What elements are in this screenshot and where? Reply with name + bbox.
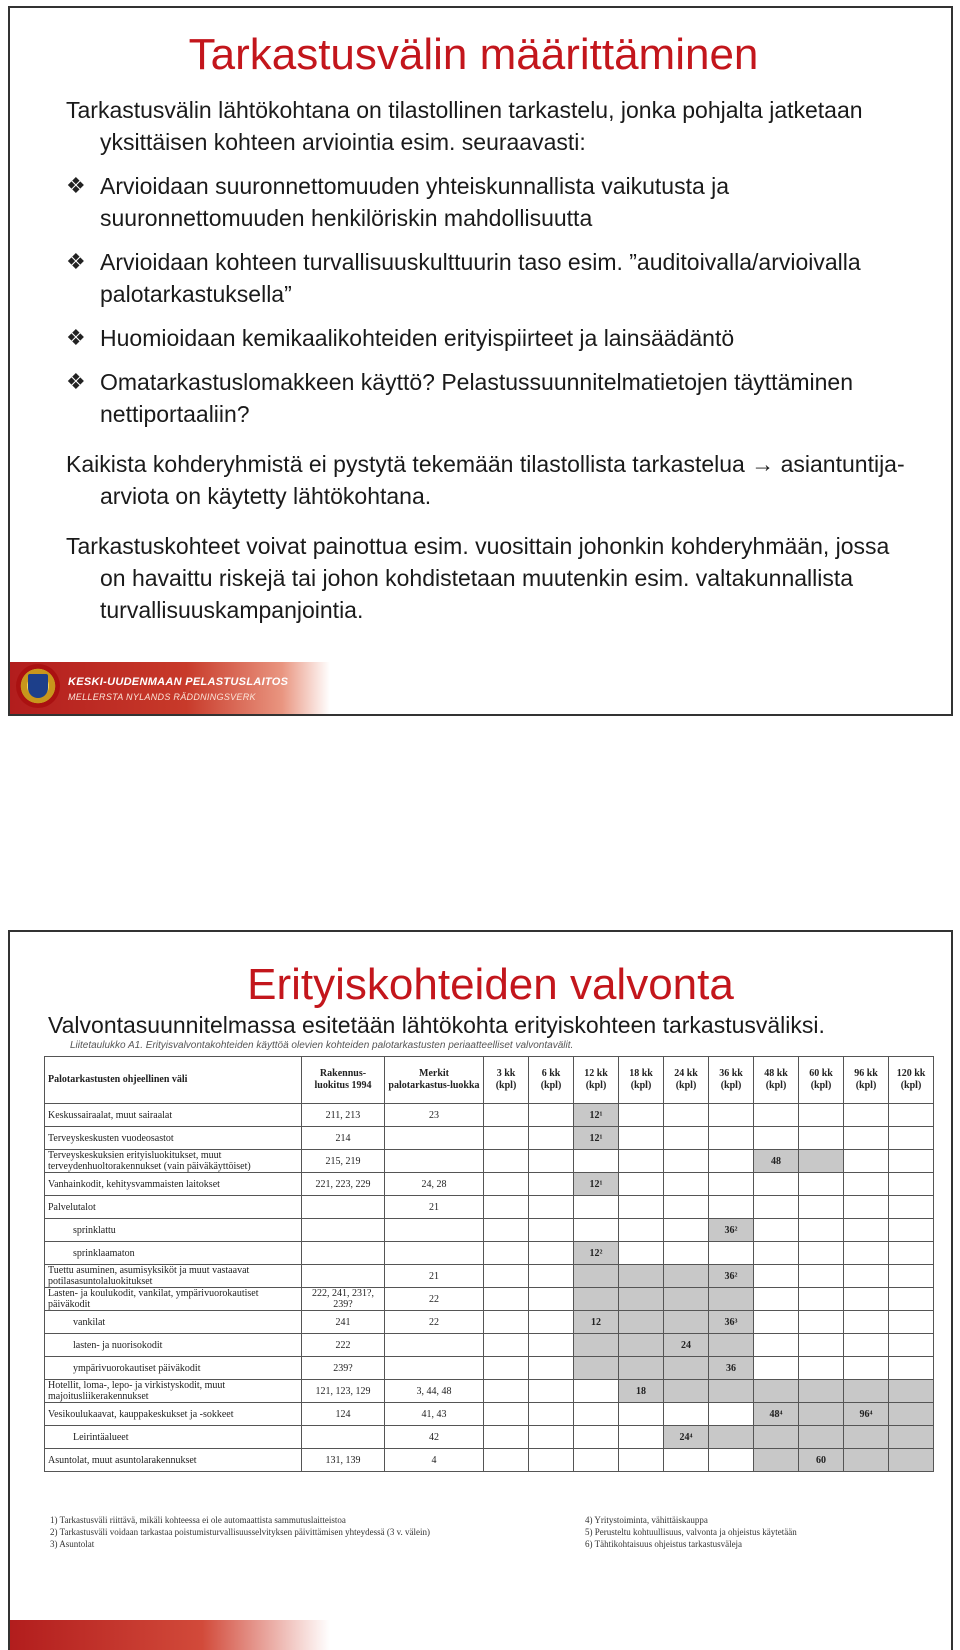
interval-cell [844, 1150, 889, 1173]
interval-cell [484, 1357, 529, 1380]
interval-cell [709, 1173, 754, 1196]
column-header: 36 kk (kpl) [709, 1057, 754, 1104]
interval-cell [619, 1127, 664, 1150]
row-label: Terveyskeskuksien erityisluokitukset, muut terveydenhuoltorakennukset (vain päiväkäyttöiset) [45, 1150, 302, 1173]
interval-cell [889, 1173, 934, 1196]
interval-cell [664, 1288, 709, 1311]
interval-cell [619, 1104, 664, 1127]
interval-cell [799, 1357, 844, 1380]
arrow-right-icon: → [751, 451, 775, 477]
building-code: 222, 241, 231?, 239? [302, 1288, 385, 1311]
interval-cell [619, 1357, 664, 1380]
interval-cell [799, 1150, 844, 1173]
building-code: 215, 219 [302, 1150, 385, 1173]
inspection-interval-table [44, 1056, 934, 1472]
table-row [45, 1242, 934, 1265]
bullet-text: Omatarkastuslomakkeen käyttö? Pelastussuunnitelmatietojen täyttäminen nettiportaaliin? [100, 369, 854, 427]
interval-cell [664, 1311, 709, 1334]
interval-cell [709, 1150, 754, 1173]
interval-cell [844, 1127, 889, 1150]
bullet-text: Huomioidaan kemikaalikohteiden erityispiirteet ja lainsäädäntö [100, 325, 735, 351]
interval-cell [619, 1426, 664, 1449]
interval-cell [754, 1334, 799, 1357]
org-name-swedish: MELLERSTA NYLANDS RÄDDNINGSVERK [68, 692, 256, 702]
table-row [45, 1449, 934, 1472]
table-row [45, 1219, 934, 1242]
interval-cell [574, 1380, 619, 1403]
interval-cell [709, 1288, 754, 1311]
interval-cell [619, 1173, 664, 1196]
row-label: ympärivuorokautiset päiväkodit [45, 1357, 302, 1380]
inspection-class [385, 1127, 484, 1150]
interval-cell [529, 1426, 574, 1449]
building-code: 214 [302, 1127, 385, 1150]
interval-cell: 48 [754, 1150, 799, 1173]
interval-cell [619, 1334, 664, 1357]
intro-paragraph: Tarkastusvälin lähtökohtana on tilastollinen tarkastelu, jonka pohjalta jatketaan yksittäisen kohteen arviointia esim. seuraavasti: [66, 97, 863, 155]
interval-cell [529, 1104, 574, 1127]
interval-cell [529, 1288, 574, 1311]
inspection-class: 23 [385, 1104, 484, 1127]
interval-cell [889, 1196, 934, 1219]
column-header: 24 kk (kpl) [664, 1057, 709, 1104]
inspection-class: 42 [385, 1426, 484, 1449]
interval-cell [574, 1196, 619, 1219]
interval-cell [484, 1426, 529, 1449]
table-row [45, 1357, 934, 1380]
footnote: 1) Tarkastusväli riittävä, mikäli kohteessa ei ole automaattista sammutuslaitteistoa [50, 1515, 346, 1525]
row-label: Palvelutalot [45, 1196, 302, 1219]
interval-cell [484, 1311, 529, 1334]
row-label: sprinklattu [45, 1219, 302, 1242]
building-code [302, 1426, 385, 1449]
interval-cell [889, 1150, 934, 1173]
inspection-class [385, 1150, 484, 1173]
interval-cell [844, 1357, 889, 1380]
interval-cell [889, 1426, 934, 1449]
interval-cell [529, 1334, 574, 1357]
building-code: 121, 123, 129 [302, 1380, 385, 1403]
column-header: 48 kk (kpl) [754, 1057, 799, 1104]
table-row [45, 1196, 934, 1219]
table-row [45, 1127, 934, 1150]
interval-cell [889, 1127, 934, 1150]
table-row [45, 1334, 934, 1357]
building-code [302, 1265, 385, 1288]
interval-cell [754, 1219, 799, 1242]
inspection-class: 24, 28 [385, 1173, 484, 1196]
table-row [45, 1173, 934, 1196]
interval-cell [889, 1380, 934, 1403]
interval-cell [889, 1334, 934, 1357]
interval-cell [574, 1219, 619, 1242]
interval-cell [529, 1403, 574, 1426]
interval-cell [484, 1449, 529, 1472]
footer-band [10, 1620, 330, 1650]
column-header: 3 kk (kpl) [484, 1057, 529, 1104]
interval-cell: 36³ [709, 1311, 754, 1334]
interval-cell [529, 1449, 574, 1472]
bullet-text: Arvioidaan suuronnettomuuden yhteiskunnallista vaikutusta ja suuronnettomuuden henkilöriskin mahdollisuutta [100, 173, 730, 231]
bullet-item [66, 246, 921, 310]
paragraph-focus: Tarkastuskohteet voivat painottua esim. vuosittain johonkin kohderyhmään, jossa on havaittu riskejä tai johon kohdistetaan muutenkin esim. valtakunnallista turvallisuuskampanjointia. [66, 533, 890, 623]
interval-cell: 36 [709, 1357, 754, 1380]
interval-cell [619, 1449, 664, 1472]
interval-cell: 12 [574, 1311, 619, 1334]
inspection-class: 22 [385, 1288, 484, 1311]
row-label: Vanhainkodit, kehitysvammaisten laitokset [45, 1173, 302, 1196]
table-caption: Liitetaulukko A1. Erityisvalvontakohteiden käyttöä olevien kohteiden palotarkastusten periaatteelliset valvontavälit. [70, 1040, 574, 1051]
interval-cell: 12¹ [574, 1173, 619, 1196]
interval-cell [529, 1219, 574, 1242]
interval-cell [754, 1127, 799, 1150]
interval-cell [889, 1449, 934, 1472]
interval-cell [529, 1380, 574, 1403]
interval-cell [844, 1288, 889, 1311]
interval-cell [709, 1196, 754, 1219]
slide-tarkastusvali [8, 6, 953, 716]
interval-cell [529, 1242, 574, 1265]
interval-cell [889, 1265, 934, 1288]
interval-cell [529, 1127, 574, 1150]
interval-cell [844, 1449, 889, 1472]
bullet-text: Arvioidaan kohteen turvallisuuskulttuurin taso esim. ”auditoivalla/arvioivalla palotarkastuksella” [100, 249, 861, 307]
interval-cell [664, 1173, 709, 1196]
interval-cell [574, 1357, 619, 1380]
interval-cell [799, 1104, 844, 1127]
building-code: 222 [302, 1334, 385, 1357]
interval-cell: 60 [799, 1449, 844, 1472]
interval-cell [484, 1104, 529, 1127]
interval-cell [754, 1357, 799, 1380]
diamond-bullet-icon: ❖ [66, 325, 86, 350]
building-code [302, 1196, 385, 1219]
interval-cell: 48⁴ [754, 1403, 799, 1426]
row-label: sprinklaamaton [45, 1242, 302, 1265]
interval-cell [844, 1219, 889, 1242]
interval-cell [799, 1219, 844, 1242]
interval-cell [664, 1449, 709, 1472]
column-header: Merkit palotarkastus-luokka [385, 1057, 484, 1104]
interval-cell [799, 1127, 844, 1150]
interval-cell: 24⁴ [664, 1426, 709, 1449]
table-row [45, 1265, 934, 1288]
emblem-icon [16, 664, 60, 708]
interval-cell [484, 1219, 529, 1242]
interval-cell [844, 1380, 889, 1403]
interval-cell [844, 1196, 889, 1219]
interval-cell [754, 1242, 799, 1265]
row-label: Lasten- ja koulukodit, vankilat, ympärivuorokautiset päiväkodit [45, 1288, 302, 1311]
interval-cell [799, 1380, 844, 1403]
interval-cell [574, 1426, 619, 1449]
interval-cell [484, 1127, 529, 1150]
interval-cell [574, 1403, 619, 1426]
row-label: lasten- ja nuorisokodit [45, 1334, 302, 1357]
interval-cell [574, 1288, 619, 1311]
interval-cell [484, 1380, 529, 1403]
interval-cell [664, 1357, 709, 1380]
diamond-bullet-icon: ❖ [66, 369, 86, 394]
interval-cell [529, 1150, 574, 1173]
slide-title: Erityiskohteiden valvonta [247, 960, 734, 1009]
interval-cell [574, 1150, 619, 1173]
building-code: 221, 223, 229 [302, 1173, 385, 1196]
interval-cell [799, 1265, 844, 1288]
table-row [45, 1104, 934, 1127]
interval-cell: 36² [709, 1219, 754, 1242]
interval-cell: 96⁴ [844, 1403, 889, 1426]
column-header: 12 kk (kpl) [574, 1057, 619, 1104]
interval-cell [844, 1334, 889, 1357]
footnotes-left [50, 1514, 430, 1550]
interval-cell [799, 1334, 844, 1357]
org-name: KESKI-UUDENMAAN PELASTUSLAITOS [68, 676, 289, 688]
interval-cell [709, 1104, 754, 1127]
interval-cell [709, 1403, 754, 1426]
interval-cell [754, 1104, 799, 1127]
interval-cell [664, 1127, 709, 1150]
interval-cell [664, 1150, 709, 1173]
interval-cell [484, 1150, 529, 1173]
bullet-item [66, 366, 921, 430]
interval-cell [889, 1357, 934, 1380]
paragraph-expert: Kaikista kohderyhmistä ei pystytä tekemään tilastollista tarkastelua → asiantuntija-arviota on käytetty lähtökohtana. [66, 451, 905, 509]
interval-cell [844, 1311, 889, 1334]
interval-cell [664, 1265, 709, 1288]
interval-cell [754, 1265, 799, 1288]
inspection-class: 22 [385, 1311, 484, 1334]
footnote: 2) Tarkastusväli voidaan tarkastaa poistumisturvallisuusselvityksen päivittämisen yhteydessä (3 v. välein) [50, 1527, 431, 1537]
interval-cell [574, 1334, 619, 1357]
interval-cell [664, 1380, 709, 1403]
interval-cell [799, 1288, 844, 1311]
interval-cell [664, 1104, 709, 1127]
interval-cell [799, 1403, 844, 1426]
interval-cell: 12² [574, 1242, 619, 1265]
row-label: Tuettu asuminen, asumisyksiköt ja muut vastaavat potilasasuntolaluokitukset [45, 1265, 302, 1288]
building-code: 211, 213 [302, 1104, 385, 1127]
interval-cell: 12¹ [574, 1104, 619, 1127]
row-label: vankilat [45, 1311, 302, 1334]
interval-cell [889, 1311, 934, 1334]
row-label: Terveyskeskusten vuodeosastot [45, 1127, 302, 1150]
interval-cell [844, 1426, 889, 1449]
interval-cell: 18 [619, 1380, 664, 1403]
interval-cell [484, 1265, 529, 1288]
interval-cell [664, 1403, 709, 1426]
interval-cell [889, 1104, 934, 1127]
interval-cell [709, 1242, 754, 1265]
interval-cell [484, 1173, 529, 1196]
footnotes-right [585, 1514, 797, 1550]
interval-cell [484, 1334, 529, 1357]
footnote: 4) Yritystoiminta, vähittäiskauppa [585, 1515, 708, 1525]
bullet-item [66, 322, 921, 354]
inspection-class [385, 1357, 484, 1380]
interval-cell [799, 1196, 844, 1219]
interval-cell [619, 1219, 664, 1242]
interval-cell [529, 1196, 574, 1219]
interval-cell [619, 1288, 664, 1311]
interval-cell [529, 1357, 574, 1380]
interval-cell [484, 1196, 529, 1219]
building-code: 239? [302, 1357, 385, 1380]
inspection-class: 4 [385, 1449, 484, 1472]
interval-cell [709, 1334, 754, 1357]
footnote: 5) Perusteltu kohtuullisuus, valvonta ja ohjeistus käytetään [585, 1527, 797, 1537]
diamond-bullet-icon: ❖ [66, 249, 86, 274]
interval-cell [619, 1403, 664, 1426]
inspection-class: 3, 44, 48 [385, 1380, 484, 1403]
interval-cell [889, 1288, 934, 1311]
inspection-class [385, 1334, 484, 1357]
building-code: 241 [302, 1311, 385, 1334]
column-header: Palotarkastusten ohjeellinen väli [45, 1057, 302, 1104]
interval-cell [754, 1426, 799, 1449]
building-code: 124 [302, 1403, 385, 1426]
footnote: 6) Tähtikohtaisuus ohjeistus tarkastusväleja [585, 1539, 743, 1549]
interval-cell [889, 1242, 934, 1265]
interval-cell [799, 1242, 844, 1265]
building-code: 131, 139 [302, 1449, 385, 1472]
interval-cell [619, 1196, 664, 1219]
interval-cell: 12¹ [574, 1127, 619, 1150]
interval-cell [799, 1173, 844, 1196]
slide-erityiskohteet [8, 930, 953, 1650]
interval-cell [664, 1196, 709, 1219]
inspection-class [385, 1219, 484, 1242]
footer-band [10, 662, 330, 714]
inspection-class: 21 [385, 1196, 484, 1219]
row-label: Vesikoulukaavat, kauppakeskukset ja -sokkeet [45, 1403, 302, 1426]
column-header: 6 kk (kpl) [529, 1057, 574, 1104]
interval-cell [664, 1242, 709, 1265]
row-label: Hotellit, loma-, lepo- ja virkistyskodit, muut majoitusliikerakennukset [45, 1380, 302, 1403]
slide-body [66, 94, 921, 626]
interval-cell [529, 1265, 574, 1288]
inspection-class: 41, 43 [385, 1403, 484, 1426]
interval-cell [709, 1449, 754, 1472]
interval-cell [619, 1242, 664, 1265]
interval-cell [754, 1449, 799, 1472]
interval-cell [754, 1288, 799, 1311]
interval-cell [619, 1311, 664, 1334]
interval-cell [844, 1104, 889, 1127]
table-row [45, 1311, 934, 1334]
table-row [45, 1288, 934, 1311]
table-row [45, 1403, 934, 1426]
interval-cell [754, 1380, 799, 1403]
interval-cell [664, 1219, 709, 1242]
interval-cell [754, 1311, 799, 1334]
interval-cell [529, 1311, 574, 1334]
interval-cell [889, 1403, 934, 1426]
interval-cell [844, 1173, 889, 1196]
interval-cell [709, 1380, 754, 1403]
interval-cell [754, 1173, 799, 1196]
interval-cell [844, 1242, 889, 1265]
building-code [302, 1219, 385, 1242]
row-label: Asuntolat, muut asuntolarakennukset [45, 1449, 302, 1472]
interval-cell [844, 1265, 889, 1288]
column-header: 96 kk (kpl) [844, 1057, 889, 1104]
interval-cell [574, 1265, 619, 1288]
interval-cell [889, 1219, 934, 1242]
interval-cell [619, 1265, 664, 1288]
interval-cell [754, 1196, 799, 1219]
interval-cell [484, 1403, 529, 1426]
row-label: Keskussairaalat, muut sairaalat [45, 1104, 302, 1127]
interval-cell [709, 1127, 754, 1150]
table-row [45, 1150, 934, 1173]
interval-cell: 36² [709, 1265, 754, 1288]
interval-cell [619, 1150, 664, 1173]
column-header: 60 kk (kpl) [799, 1057, 844, 1104]
slide-title: Tarkastusvälin määrittäminen [188, 30, 759, 79]
interval-cell [574, 1449, 619, 1472]
column-header: Rakennus-luokitus 1994 [302, 1057, 385, 1104]
interval-cell [484, 1288, 529, 1311]
row-label: Leirintäalueet [45, 1426, 302, 1449]
table-row [45, 1426, 934, 1449]
interval-cell [709, 1426, 754, 1449]
inspection-class: 21 [385, 1265, 484, 1288]
bullet-item [66, 170, 921, 234]
column-header: 18 kk (kpl) [619, 1057, 664, 1104]
table-header-row [45, 1057, 934, 1104]
interval-cell [484, 1242, 529, 1265]
interval-cell: 24 [664, 1334, 709, 1357]
building-code [302, 1242, 385, 1265]
inspection-class [385, 1242, 484, 1265]
interval-cell [799, 1426, 844, 1449]
interval-cell [799, 1311, 844, 1334]
interval-cell [529, 1173, 574, 1196]
slide-subtitle: Valvontasuunnitelmassa esitetään lähtökohta erityiskohteen tarkastusväliksi. [48, 1012, 825, 1038]
table-row [45, 1380, 934, 1403]
footnote: 3) Asuntolat [50, 1539, 95, 1549]
diamond-bullet-icon: ❖ [66, 173, 86, 198]
column-header: 120 kk (kpl) [889, 1057, 934, 1104]
